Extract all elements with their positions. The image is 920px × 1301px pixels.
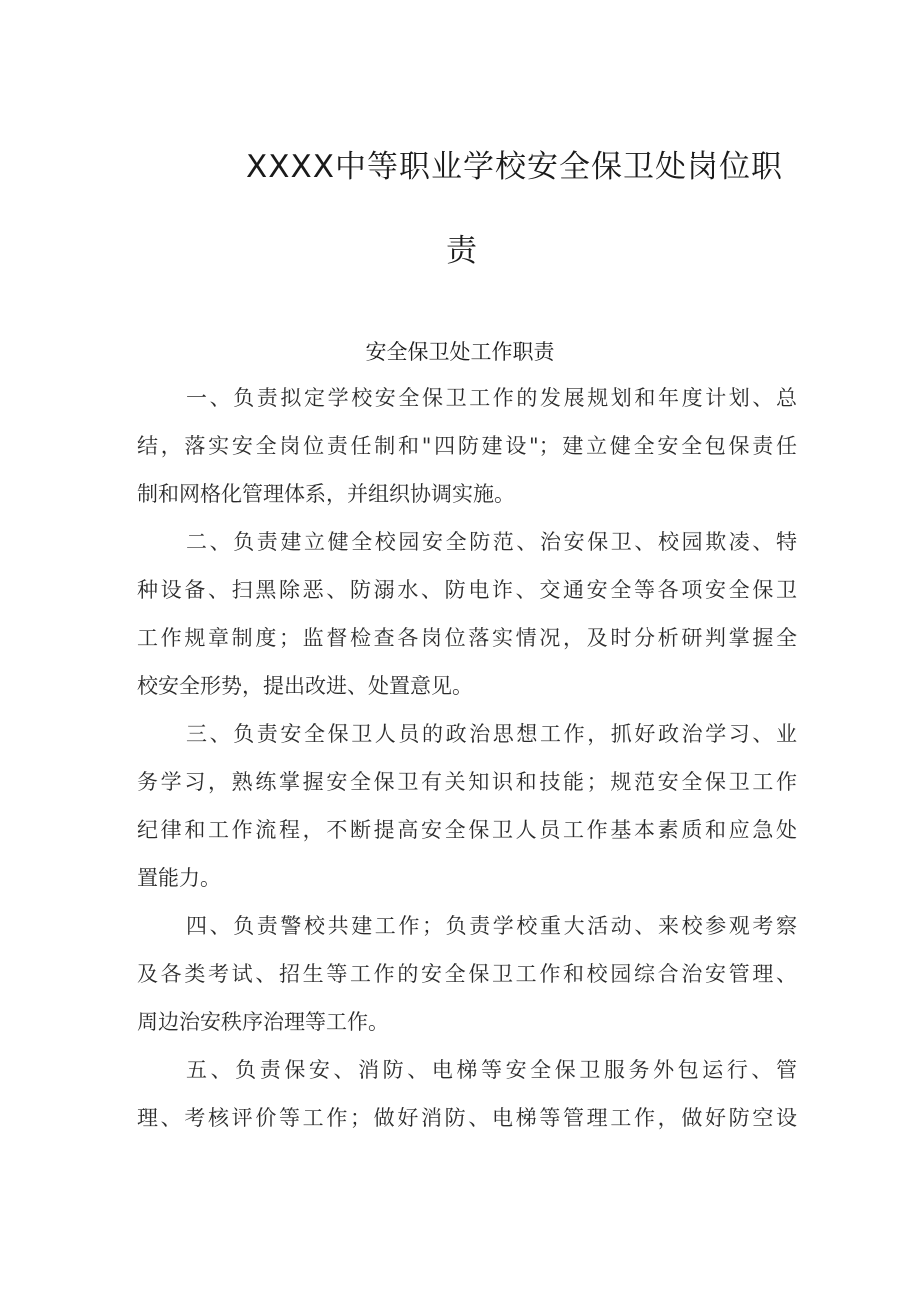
document-title-line-2: 责 bbox=[446, 233, 478, 269]
paragraph-1-line-2: 结，落实安全岗位责任制和"四防建设"；建立健全安全包保责任 bbox=[137, 434, 797, 458]
paragraph-5-line-2: 理、考核评价等工作；做好消防、电梯等管理工作，做好防空设 bbox=[137, 1106, 797, 1130]
paragraph-5-line-1: 五、负责保安、消防、电梯等安全保卫服务外包运行、管 bbox=[186, 1058, 797, 1082]
paragraph-4-line-2: 及各类考试、招生等工作的安全保卫工作和校园综合治安管理、 bbox=[137, 962, 797, 986]
paragraph-4-line-1: 四、负责警校共建工作；负责学校重大活动、来校参观考察 bbox=[186, 914, 797, 938]
document-title-line-1: XXXX中等职业学校安全保卫处岗位职 bbox=[246, 149, 783, 185]
paragraph-2-line-2: 种设备、扫黑除恶、防溺水、防电诈、交通安全等各项安全保卫 bbox=[137, 578, 797, 602]
paragraph-1-line-1: 一、负责拟定学校安全保卫工作的发展规划和年度计划、总 bbox=[186, 386, 797, 410]
paragraph-3-line-3: 纪律和工作流程，不断提高安全保卫人员工作基本素质和应急处 bbox=[137, 818, 797, 842]
paragraph-1-line-3: 制和网格化管理体系，并组织协调实施。 bbox=[137, 482, 515, 506]
section-heading: 安全保卫处工作职责 bbox=[365, 340, 555, 364]
paragraph-3-line-4: 置能力。 bbox=[137, 866, 221, 890]
paragraph-2-line-1: 二、负责建立健全校园安全防范、治安保卫、校园欺凌、特 bbox=[186, 530, 797, 554]
paragraph-3-line-1: 三、负责安全保卫人员的政治思想工作，抓好政治学习、业 bbox=[186, 722, 797, 746]
paragraph-2-line-4: 校安全形势，提出改进、处置意见。 bbox=[137, 674, 473, 698]
paragraph-3-line-2: 务学习，熟练掌握安全保卫有关知识和技能；规范安全保卫工作 bbox=[137, 770, 797, 794]
paragraph-2-line-3: 工作规章制度；监督检查各岗位落实情况，及时分析研判掌握全 bbox=[137, 626, 797, 650]
paragraph-4-line-3: 周边治安秩序治理等工作。 bbox=[137, 1010, 389, 1034]
